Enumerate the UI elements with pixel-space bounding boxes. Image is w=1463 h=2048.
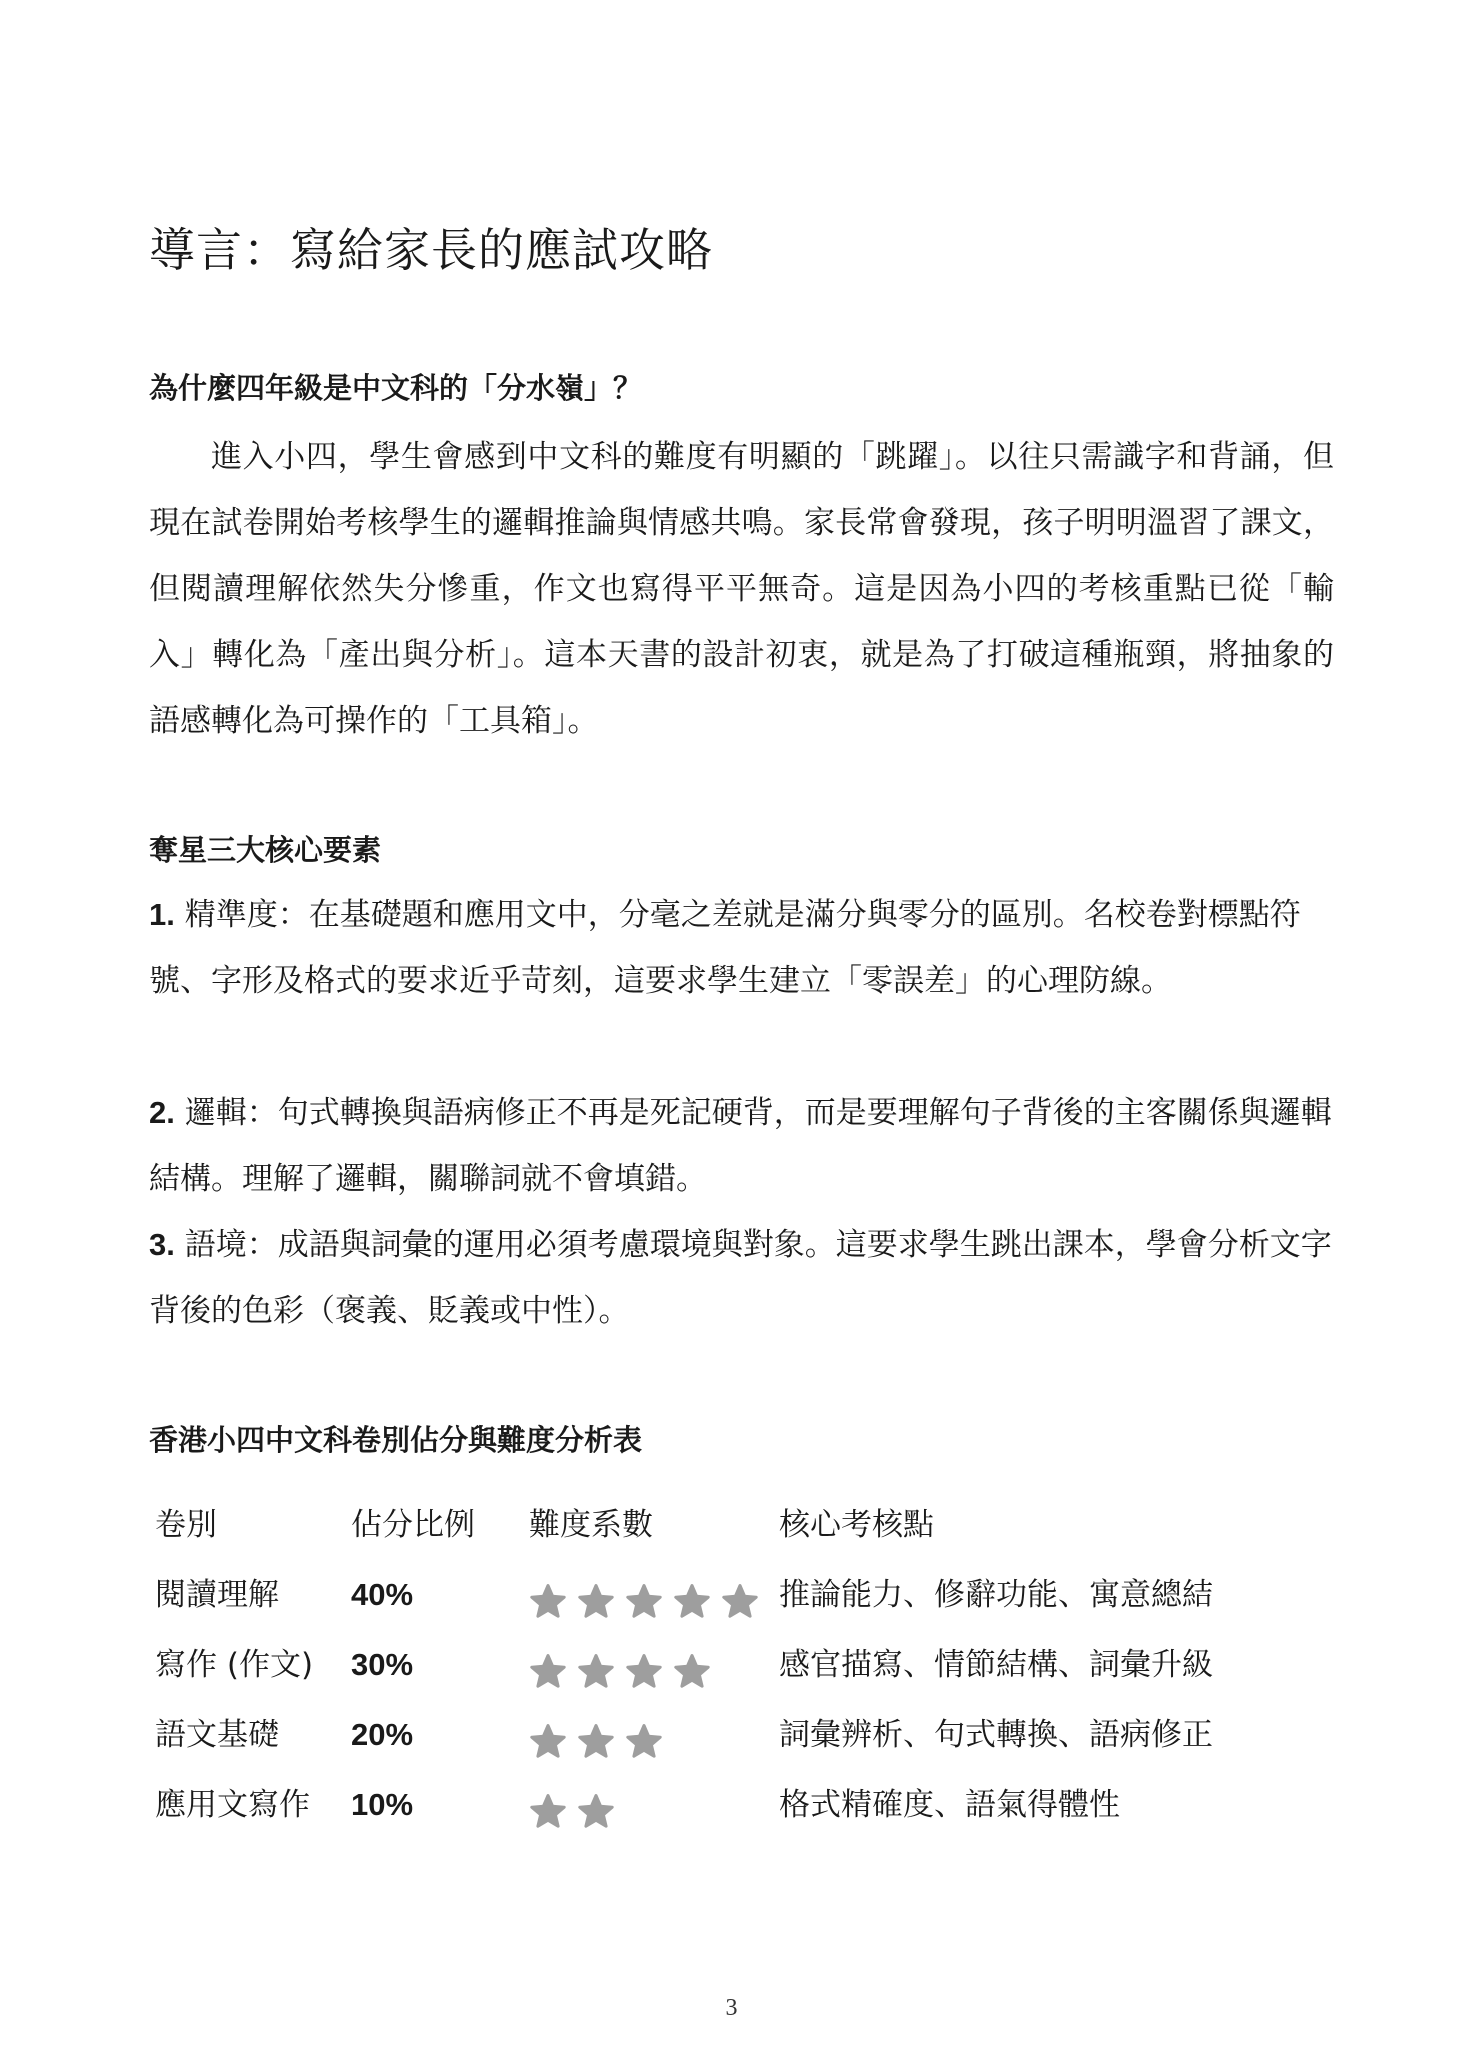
score-weight: 40% [351,1577,414,1612]
column-header-difficulty: 難度系數 [529,1507,653,1543]
item-number: 2. [149,1095,175,1130]
table-heading: 香港小四中文科卷別佔分與難度分析表 [149,1423,643,1457]
column-header-focus: 核心考核點 [779,1507,934,1543]
star-icon [673,1653,711,1691]
assessment-focus: 推論能力、修辭功能、寓意總結 [779,1577,1213,1613]
item-text: 精準度：在基礎題和應用文中，分毫之差就是滿分與零分的區別。名校卷對標點符號、字形及格式的要求近乎苛刻，這要求學生建立「零誤差」的心理防線。 [149,897,1301,999]
core-element-item [149,1080,1334,1212]
item-text: 邏輯：句式轉換與語病修正不再是死記硬背，而是要理解句子背後的主客關係與邏輯結構。理解了邏輯，關聯詞就不會填錯。 [149,1095,1332,1197]
star-icon [529,1583,567,1621]
table-row [155,1630,1335,1700]
difficulty-stars [529,1646,721,1684]
table-row [155,1560,1335,1630]
assessment-focus: 詞彙辨析、句式轉換、語病修正 [779,1717,1213,1753]
assessment-focus: 格式精確度、語氣得體性 [779,1787,1120,1823]
column-header-weight: 佔分比例 [351,1507,475,1543]
score-weight: 10% [351,1787,414,1822]
star-icon [577,1723,615,1761]
core-element-item [149,882,1334,1014]
star-icon [577,1583,615,1621]
intro-paragraph: 進入小四，學生會感到中文科的難度有明顯的「跳躍」。以往只需識字和背誦，但現在試卷開始考核學生的邏輯推論與情感共鳴。家長常會發現，孩子明明溫習了課文，但閱讀理解依然失分慘重，作文也寫得平平無奇。這是因為小四的考核重點已從「輸入」轉化為「產出與分析」。這本天書的設計初衷，就是為了打破這種瓶頸，將抽象的語感轉化為可操作的「工具箱」。 [149,439,1334,739]
document-page [149,0,1339,2048]
paper-name: 語文基礎 [155,1717,279,1753]
table-row [155,1700,1335,1770]
difficulty-stars [529,1576,769,1614]
star-icon [625,1653,663,1691]
column-header-paper: 卷別 [155,1507,217,1543]
item-text: 語境：成語與詞彙的運用必須考慮環境與對象。這要求學生跳出課本，學會分析文字背後的色彩（褒義、貶義或中性）。 [149,1227,1332,1329]
table-header-row [155,1490,1335,1560]
assessment-focus: 感官描寫、情節結構、詞彙升級 [779,1647,1213,1683]
star-icon [577,1653,615,1691]
difficulty-stars [529,1716,673,1754]
star-icon [529,1793,567,1831]
difficulty-stars [529,1786,625,1824]
star-icon [577,1793,615,1831]
star-icon [625,1723,663,1761]
star-icon [529,1653,567,1691]
page-title: 導言：寫給家長的應試攻略 [149,223,713,277]
star-icon [673,1583,711,1621]
star-icon [721,1583,759,1621]
section-heading-watershed: 為什麼四年級是中文科的「分水嶺」？ [149,371,643,405]
item-number: 1. [149,897,175,932]
page-number: 3 [725,1995,738,2021]
score-difficulty-table [155,1490,1335,1840]
star-icon [529,1723,567,1761]
section-heading-core-elements: 奪星三大核心要素 [149,833,382,867]
score-weight: 30% [351,1647,414,1682]
paper-name: 閱讀理解 [155,1577,279,1613]
paper-name: 寫作 (作文) [155,1647,314,1683]
score-weight: 20% [351,1717,414,1752]
item-number: 3. [149,1227,175,1262]
star-icon [625,1583,663,1621]
core-element-item [149,1212,1334,1344]
table-row [155,1770,1335,1840]
paper-name: 應用文寫作 [155,1787,310,1823]
